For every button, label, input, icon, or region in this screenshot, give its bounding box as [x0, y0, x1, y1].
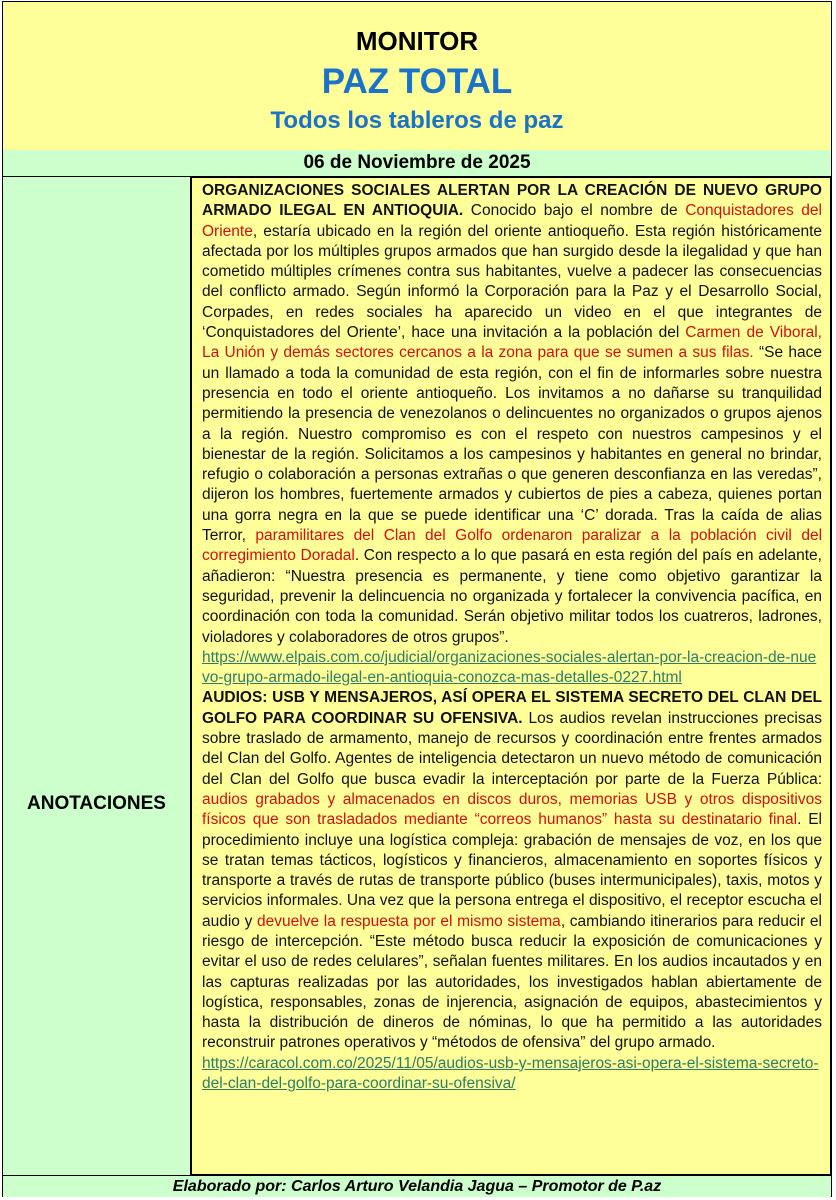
header	[3, 2, 831, 151]
article-1-highlight-3: paramilitares del Clan del Golfo ordenaron paralizar a la población civil del corregimiento Doradal	[202, 527, 823, 565]
article-1-headline: ORGANIZACIONES SOCIALES ALERTAN POR LA CREACIÓN DE NUEVO GRUPO ARMADO ILEGAL EN ANTIOQUIA.	[202, 182, 822, 220]
page-title: PAZ TOTAL	[321, 62, 513, 101]
article-1-highlight-1: Conquistadores del Oriente	[202, 202, 822, 240]
article-2-headline: AUDIOS: USB Y MENSAJEROS, ASÍ OPERA EL SISTEMA SECRETO DEL CLAN DEL GOLFO PARA COORDINAR SU OFENSIVA.	[202, 689, 822, 727]
article-1-text-1: Conocido bajo el nombre de	[463, 202, 686, 220]
date-row: 06 de Noviembre de 2025	[3, 150, 831, 177]
annotations-content	[191, 177, 831, 1175]
article-2-highlight-2: devuelve la respuesta por el mismo sistema	[257, 912, 561, 930]
article-1-text-3: “Se hace un llamado a toda la comunidad de esta región, con el fin de informarles sobre nuestra presencia en todo el oriente antioqueño. Los invitamos a no dañarse su tranquilidad permitiendo la presencia de venezolanos o delincuentes no organizados o grupos ajenos a la región. Nuestro compromiso es con el respeto con nuestros campesinos y el bienestar de la región. Solicitamos a los campesinos y habitantes en general no brindar, refugio o colaboración a personas extrañas o que generen desconfianza en las veredas”, dijeron los hombres, fuertemente armados y cubiertos de pies a cabeza, quienes portan una gorra negra en la que se puede identificar una ‘C’ dorada. Tras la caída de alias Terror,	[202, 344, 822, 545]
article-1-text-2: , estaría ubicado en la región del oriente antioqueño. Esta región históricamente afectada por los múltiples grupos armados que han surgido desde la ilegalidad y que han cometido múltiples crímenes contra sus habitantes, vuelve a padecer las consecuencias del conflicto armado. Según informó la Corporación para la Paz y el Desarrollo Social, Corpades, en redes sociales ha aparecido un video en el que integrantes de ‘Conquistadores del Oriente’, hace una invitación a la población del	[202, 222, 822, 342]
article-2-text-2: . El procedimiento incluye una logística compleja: grabación de mensajes de voz, en los que se tratan temas tácticos, logísticos y financieros, almacenamiento en soportes físicos y transporte a través de rutas de transporte público (buses intermunicipales), taxis, motos y servicios informales. Una vez que la persona entrega el dispositivo, el receptor escucha el audio y	[202, 811, 822, 930]
annotations-label: ANOTACIONES	[27, 793, 166, 814]
article-1-source-link[interactable]: https://www.elpais.com.co/judicial/organizaciones-sociales-alertan-por-la-creacion-de-nuevo-grupo-armado-ilegal-en-antioquia-conozca-mas-detalles-0227.html	[202, 648, 817, 687]
article-1-highlight-2: Carmen de Viboral, La Unión y demás sectores cercanos a la zona para que se sumen a sus filas.	[202, 324, 822, 362]
article-2-text-1: Los audios revelan instrucciones precisas sobre traslado de armamento, manejo de recursos y coordinación entre frentes armados del Clan del Golfo. Agentes de inteligencia detectaron un nuevo método de comunicación del Clan del Golfo que busca evadir la interceptación por parte de la Fuerza Pública:	[202, 709, 822, 788]
annotations-label-cell	[3, 177, 191, 1175]
article-2	[202, 688, 822, 1094]
page-subtitle: Todos los tableros de paz	[270, 107, 564, 134]
article-2-text-3: , cambiando itinerarios para reducir el riesgo de intercepción. “Este método busca reducir la exposición de comunicaciones y evitar el uso de redes celulares”, señalan fuentes militares. En los audios incautados y en las capturas realizadas por las autoridades, los investigados hablan abiertamente de logística, responsables, zonas de injerencia, asignación de equipos, abastecimientos y hasta la distribución de dineros de nóminas, lo que ha permitido a las autoridades reconstruir patrones operativos y “métodos de ofensiva” del grupo armado.	[202, 912, 822, 1052]
article-1	[202, 181, 822, 688]
article-2-source-link[interactable]: https://caracol.com.co/2025/11/05/audios-usb-y-mensajeros-asi-opera-el-sistema-secreto-del-clan-del-golfo-para-coordinar-su-ofensiva/	[202, 1054, 819, 1093]
monitor-sheet	[2, 1, 832, 1197]
monitor-label: MONITOR	[355, 26, 479, 56]
article-2-highlight-1: audios grabados y almacenados en discos duros, memorias USB y otros dispositivos físicos que son trasladados mediante “correos humanos” hasta su destinatario final	[202, 790, 822, 829]
article-1-text-4: . Con respecto a lo que pasará en esta región del país en adelante, añadieron: “Nuestra presencia es permanente, y tiene como objetivo garantizar la seguridad, prevenir la delincuencia no organizada y fortalecer la convivencia pacífica, en coordinación con toda la comunidad. Serán objetivo militar todos los cuatreros, ladrones, violadores y colaboradores de otros grupos”.	[202, 547, 822, 646]
footer-credit: Elaborado por: Carlos Arturo Velandia Jagua – Promotor de P.az	[3, 1175, 831, 1197]
